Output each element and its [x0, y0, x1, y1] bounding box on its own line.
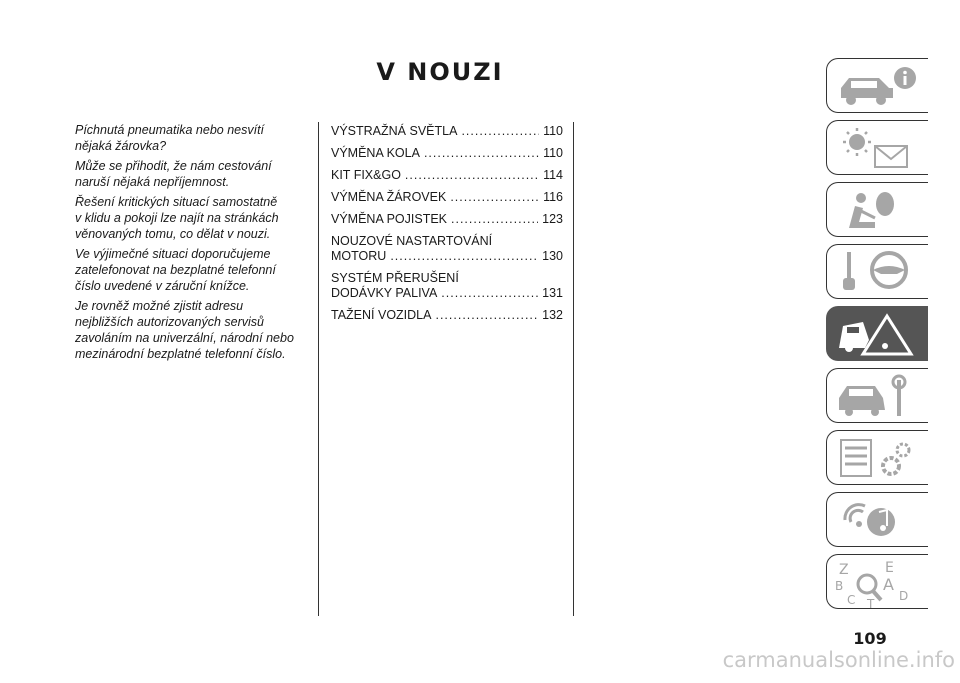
radio-music-icon	[835, 498, 925, 543]
toc-leader-dots	[435, 308, 538, 323]
page-number: 109	[853, 629, 887, 648]
toc-entry-page: 116	[543, 190, 563, 204]
toc-leader-dots	[461, 124, 539, 139]
warning-lights-message-icon	[835, 126, 925, 171]
tab-multimedia[interactable]	[826, 492, 928, 547]
index-letter: B	[835, 579, 844, 593]
watermark: carmanualsonline.info	[722, 648, 955, 672]
index-letter: A	[883, 575, 894, 594]
toc-entry[interactable]	[331, 124, 563, 139]
tab-emergency[interactable]	[826, 306, 928, 361]
table-of-contents	[331, 124, 563, 330]
tab-starting-driving[interactable]	[826, 244, 928, 299]
toc-entry-page: 131	[542, 286, 563, 300]
toc-entry-page: 114	[543, 168, 563, 182]
toc-entry-page: 123	[542, 212, 563, 226]
intro-line: Řešení kritických situací samostatně	[75, 195, 278, 209]
toc-entry-row	[331, 212, 563, 227]
toc-entry-row	[331, 286, 563, 301]
intro-paragraph	[75, 298, 315, 362]
toc-leader-dots	[450, 190, 539, 205]
toc-leader-dots	[451, 212, 538, 227]
intro-line: nejbližších autorizovaných servisů	[75, 315, 264, 329]
toc-entry-row	[331, 249, 563, 264]
intro-paragraph	[75, 158, 315, 190]
intro-line: zatelefonovat na bezplatné telefonní	[75, 263, 276, 277]
index-letter: D	[899, 589, 909, 603]
intro-line: Ve výjimečné situaci doporučujeme	[75, 247, 271, 261]
intro-line: naruší nějaká nepříjemnost.	[75, 175, 230, 189]
intro-line: Je rovněž možné zjistit adresu	[75, 299, 244, 313]
tab-maintenance[interactable]	[826, 368, 928, 423]
toc-entry[interactable]	[331, 190, 563, 205]
column-divider-left	[318, 122, 319, 616]
page-title: V NOUZI	[376, 58, 504, 86]
index-letter: E	[885, 560, 894, 576]
key-steering-wheel-icon	[835, 250, 925, 295]
toc-leader-dots	[390, 249, 538, 264]
index-letter: T	[867, 597, 875, 610]
index-letter: Z	[839, 562, 849, 578]
airbag-seat-icon	[835, 188, 925, 233]
toc-entry-label: VÝMĚNA POJISTEK	[331, 212, 448, 226]
intro-line: věnovaných tomu, co dělat v nouzi.	[75, 227, 271, 241]
toc-entry-label: TAŽENÍ VOZIDLA	[331, 308, 432, 322]
tab-car-info[interactable]	[826, 58, 928, 113]
toc-entry[interactable]	[331, 271, 563, 301]
intro-line: v klidu a pokoji lze najít na stránkách	[75, 211, 279, 225]
toc-entry[interactable]	[331, 168, 563, 183]
intro-paragraph	[75, 122, 315, 154]
toc-entry-label: MOTORU	[331, 249, 387, 263]
toc-entry-row	[331, 190, 563, 205]
intro-paragraph	[75, 246, 315, 294]
toc-entry-label-line: SYSTÉM PŘERUŠENÍ	[331, 271, 459, 285]
toc-entry-page: 132	[542, 308, 563, 322]
intro-line: zavoláním na univerzální, národní nebo	[75, 331, 294, 345]
toc-entry-row	[331, 168, 563, 183]
tab-index[interactable]	[826, 554, 928, 609]
intro-line: Může se přihodit, že nám cestování	[75, 159, 272, 173]
emergency-car-warning-triangle-icon	[835, 312, 925, 357]
toc-entry-label-line: NOUZOVÉ NASTARTOVÁNÍ	[331, 234, 493, 248]
toc-entry-page: 130	[542, 249, 563, 263]
intro-text	[75, 122, 315, 366]
tab-technical-data[interactable]	[826, 430, 928, 485]
car-info-icon	[835, 64, 925, 109]
toc-entry-row	[331, 146, 563, 161]
toc-entry[interactable]	[331, 234, 563, 264]
toc-entry-label: DODÁVKY PALIVA	[331, 286, 438, 300]
data-gears-icon	[835, 436, 925, 481]
toc-entry-row	[331, 124, 563, 139]
toc-entry-page: 110	[543, 124, 563, 138]
tab-safety[interactable]	[826, 182, 928, 237]
toc-leader-dots	[441, 286, 538, 301]
column-divider-right	[573, 122, 574, 616]
toc-entry-label: KIT FIX&GO	[331, 168, 401, 182]
car-wrench-icon	[835, 374, 925, 419]
alphabetical-index-icon	[835, 560, 925, 610]
toc-entry-row	[331, 308, 563, 323]
toc-entry-page: 110	[543, 146, 563, 160]
toc-leader-dots	[405, 168, 539, 183]
intro-line: Píchnutá pneumatika nebo nesvítí	[75, 123, 265, 137]
intro-line: mezinárodní bezplatné telefonní číslo.	[75, 347, 286, 361]
index-letter: C	[847, 593, 856, 607]
intro-line: číslo uvedené v záruční knížce.	[75, 279, 250, 293]
intro-line: nějaká žárovka?	[75, 139, 167, 153]
tab-warning-lights[interactable]	[826, 120, 928, 175]
toc-entry-label: VÝMĚNA KOLA	[331, 146, 420, 160]
toc-entry-label: VÝMĚNA ŽÁROVEK	[331, 190, 447, 204]
intro-paragraph	[75, 194, 315, 242]
toc-entry[interactable]	[331, 146, 563, 161]
toc-leader-dots	[424, 146, 539, 161]
toc-entry-label: VÝSTRAŽNÁ SVĚTLA	[331, 124, 458, 138]
toc-entry[interactable]	[331, 212, 563, 227]
toc-entry[interactable]	[331, 308, 563, 323]
